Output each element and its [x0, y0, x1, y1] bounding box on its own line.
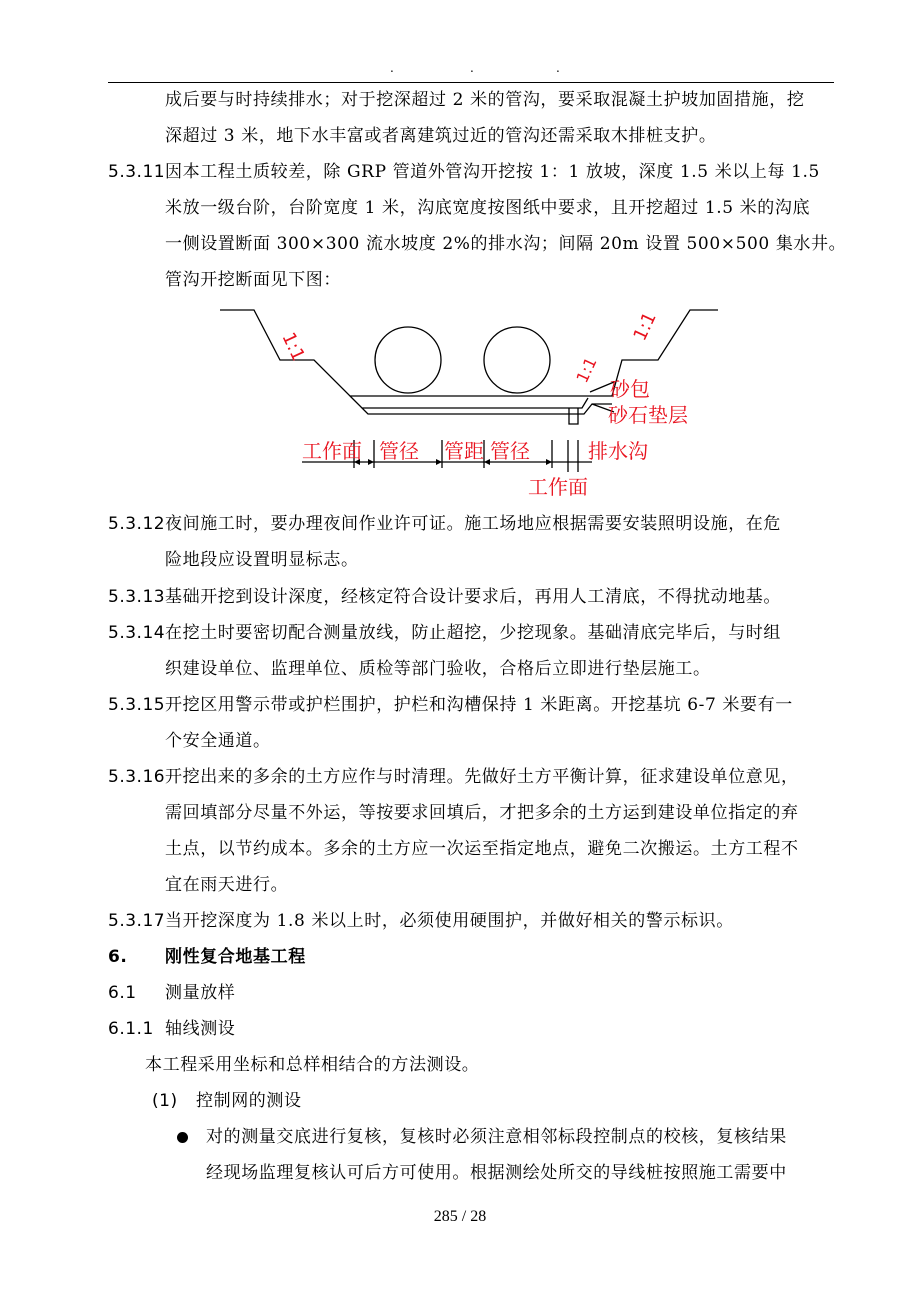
clause-number: 5.3.17 [108, 911, 166, 931]
clause-number: 5.3.12 [108, 514, 166, 534]
paragraph-line: 一侧设置断面 300×300 流水坡度 2%的排水沟；间隔 20m 设置 500×500 集水井。 [165, 234, 847, 254]
slope-label-step: 1:1 [572, 354, 601, 386]
paragraph-line: 本工程采用坐标和总样相结合的方法测设。 [145, 1055, 480, 1075]
paragraph-line: 土点，以节约成本。多余的土方应一次运至指定地点，避免二次搬运。土方工程不 [165, 839, 799, 859]
section-number: 6.1.1 [108, 1019, 154, 1039]
paragraph-line: 成后要与时持续排水；对于挖深超过 2 米的管沟，要采取混凝土护坡加固措施，挖 [165, 90, 805, 110]
dimension-arrow [546, 459, 552, 465]
section-number: 6. [108, 947, 128, 967]
paragraph-line: 对的测量交底进行复核，复核时必须注意相邻标段控制点的校核，复核结果 [206, 1127, 787, 1147]
slope-label-left: 1:1 [277, 329, 309, 365]
header-rule [108, 82, 834, 83]
paragraph-line: 需回填部分尽量不外运，等按要求回填后，才把多余的土方运到建设单位指定的弃 [165, 803, 799, 823]
gravel-layer-line [362, 404, 612, 414]
label-drain-ditch: 排水沟 [588, 439, 648, 463]
section-number: 6.1 [108, 983, 137, 1003]
bedding-line [350, 396, 588, 408]
paragraph-line: 开挖区用警示带或护栏围护，护栏和沟槽保持 1 米距离。开挖基坑 6-7 米要有一 [165, 695, 793, 715]
section-title: 测量放样 [165, 983, 236, 1003]
paragraph-line: 个安全通道。 [165, 731, 271, 751]
paragraph-line: 夜间施工时，要办理夜间作业许可证。施工场地应根据需要安装照明设施，在危 [165, 514, 781, 534]
header-dot: . [390, 61, 394, 75]
dimension-arrow [368, 459, 374, 465]
clause-number: 5.3.13 [108, 587, 166, 607]
paragraph-line: 在挖土时要密切配合测量放线，防止超挖，少挖现象。基础清底完毕后，与时组 [165, 623, 781, 643]
item-number: (1) [152, 1091, 178, 1111]
page-number: 285 / 28 [433, 1208, 487, 1225]
label-pipe-diameter: 管径 [490, 439, 530, 463]
clause-number: 5.3.16 [108, 767, 166, 787]
paragraph-line: 险地段应设置明显标志。 [165, 550, 359, 570]
drain-ditch [569, 408, 578, 424]
header-dot: . [470, 61, 474, 75]
clause-number: 5.3.14 [108, 623, 166, 643]
clause-number: 5.3.15 [108, 695, 166, 715]
bullet-icon [177, 1132, 188, 1143]
label-pipe-spacing: 管距 [444, 439, 484, 463]
slope-label-right: 1:1 [629, 308, 661, 345]
trench-section-diagram [212, 300, 720, 505]
item-title: 控制网的测设 [196, 1091, 302, 1111]
clause-number: 5.3.11 [108, 162, 166, 182]
paragraph-line: 管沟开挖断面见下图： [165, 270, 341, 290]
paragraph-line: 因本工程土质较差，除 GRP 管道外管沟开挖按 1：1 放坡，深度 1.5 米以上每 1.5 [165, 162, 820, 182]
label-work-face-2: 工作面 [528, 475, 588, 499]
paragraph-line: 米放一级台阶，台阶宽度 1 米，沟底宽度按图纸中要求，且开挖超过 1.5 米的沟底 [165, 198, 811, 218]
header-dot: . [556, 61, 560, 75]
paragraph-line: 织建设单位、监理单位、质检等部门验收，合格后立即进行垫层施工。 [165, 659, 711, 679]
pipe-circle [375, 327, 441, 393]
paragraph-line: 深超过 3 米，地下水丰富或者离建筑过近的管沟还需采取木排桩支护。 [165, 126, 717, 146]
label-sandbag: 砂包 [610, 377, 650, 401]
label-gravel-bedding: 砂石垫层 [608, 403, 688, 427]
pipe-circle [484, 327, 550, 393]
header-dots [0, 62, 920, 76]
paragraph-line: 宜在雨天进行。 [165, 875, 289, 895]
section-title: 刚性复合地基工程 [165, 947, 306, 967]
paragraph-line: 基础开挖到设计深度，经核定符合设计要求后，再用人工清底，不得扰动地基。 [165, 587, 781, 607]
label-work-face: 工作面 [302, 439, 362, 463]
dimension-arrow [436, 459, 442, 465]
paragraph-line: 当开挖深度为 1.8 米以上时，必须使用硬围护，并做好相关的警示标识。 [165, 911, 734, 931]
paragraph-line: 开挖出来的多余的土方应作与时清理。先做好土方平衡计算，征求建设单位意见， [165, 767, 799, 787]
label-pipe-diameter: 管径 [379, 439, 419, 463]
paragraph-line: 经现场监理复核认可后方可使用。根据测绘处所交的导线桩按照施工需要中 [206, 1163, 787, 1183]
section-title: 轴线测设 [165, 1019, 236, 1039]
